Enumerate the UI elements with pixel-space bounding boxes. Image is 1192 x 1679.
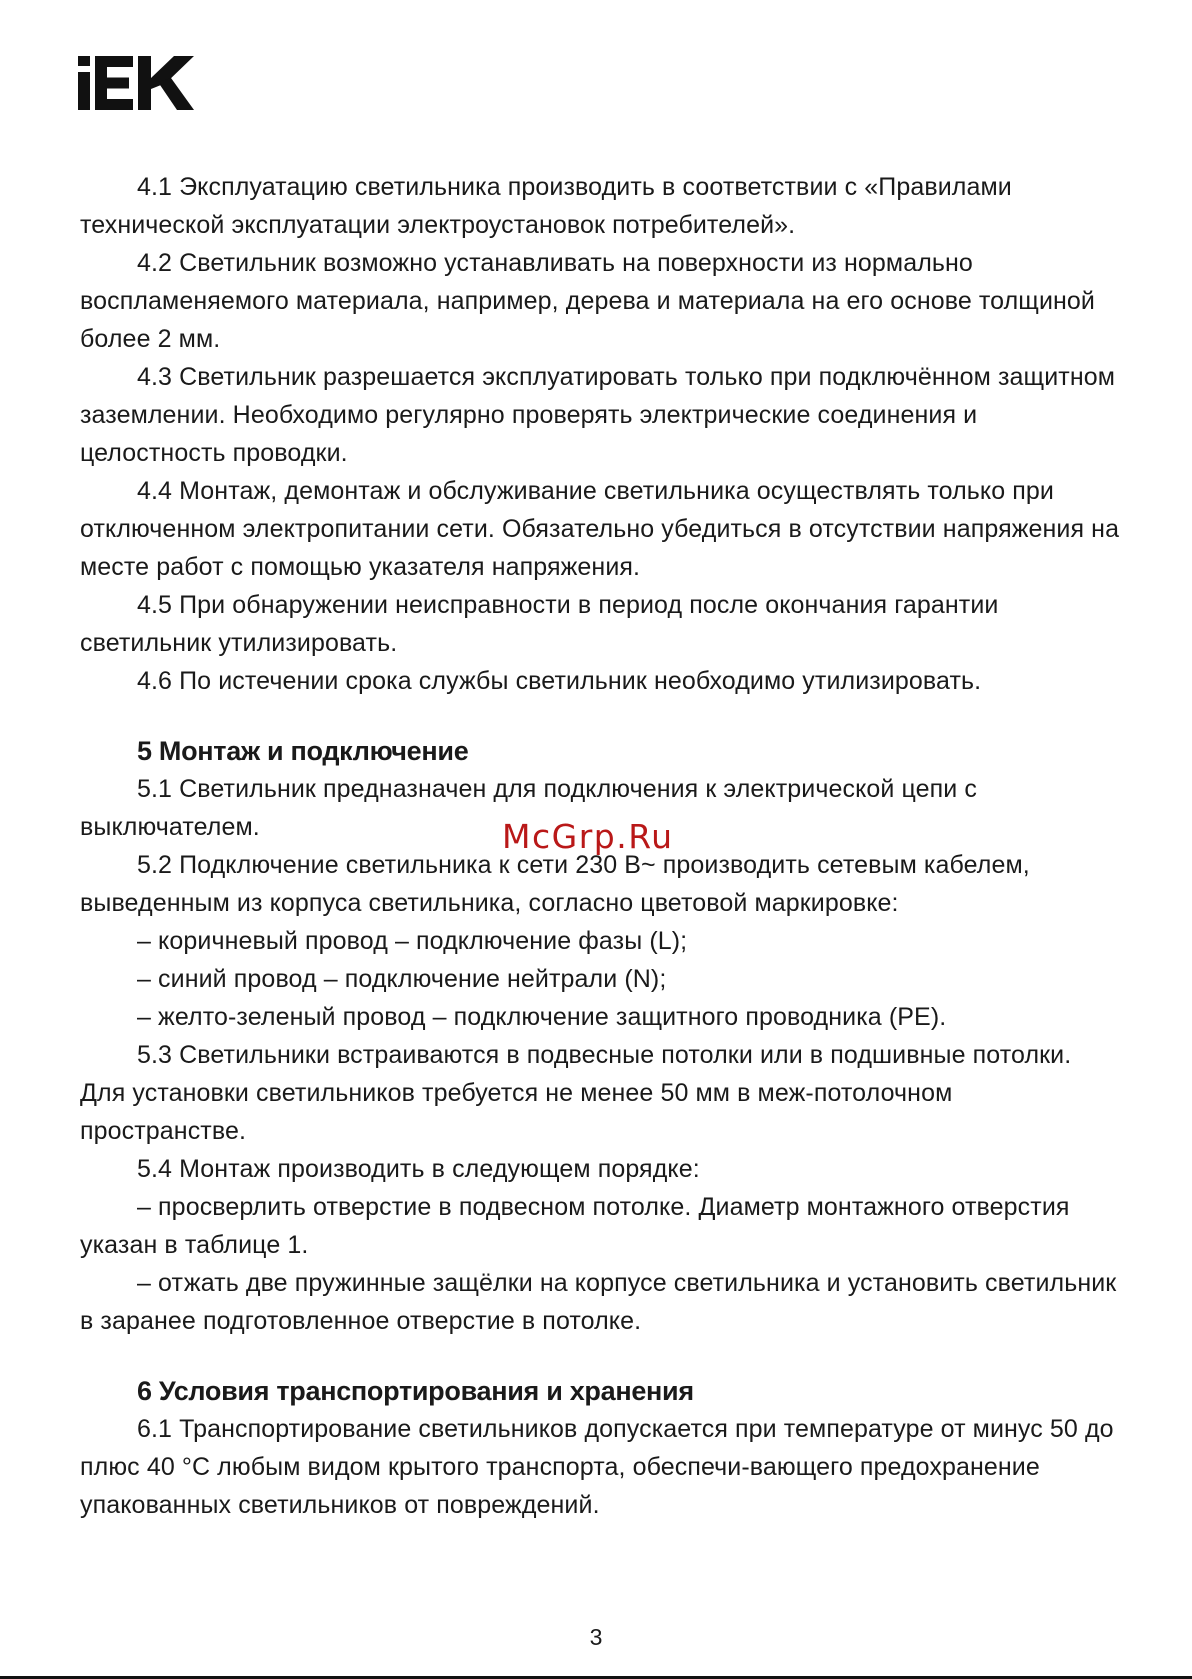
paragraph: 4.3 Светильник разрешается эксплуатировать только при подключённом защитном заземлении. Необходимо регулярно проверять электрические соединения и целостность проводки.	[80, 363, 1116, 467]
paragraph: 5.3 Светильники встраиваются в подвесные потолки или в подшивные потолки. Для установки светильников требуется не менее 50 мм в меж-потолочном пространстве.	[80, 1041, 1072, 1145]
paragraph: 4.4 Монтаж, демонтаж и обслуживание светильника осуществлять только при отключенном электропитании сети. Обязательно убедиться в отсутствии напряжения на месте работ с помощью указателя напряжения.	[80, 477, 1120, 581]
iek-logo	[78, 56, 194, 110]
list-item: – синий провод – подключение нейтрали (N);	[137, 965, 667, 993]
paragraph: 4.5 При обнаружении неисправности в период после окончания гарантии светильник утилизировать.	[80, 591, 999, 657]
section-heading: 6 Условия транспортирования и хранения	[137, 1376, 694, 1406]
paragraph: 4.6 По истечении срока службы светильник необходимо утилизировать.	[137, 667, 982, 695]
paragraph: 4.2 Светильник возможно устанавливать на поверхности из нормально воспламеняемого материала, например, дерева и материала на его основе толщиной более 2 мм.	[80, 249, 1096, 353]
list-item: – желто-зеленый провод – подключение защитного проводника (PE).	[137, 1003, 947, 1031]
list-item: – коричневый провод – подключение фазы (L);	[137, 927, 688, 955]
page-number: 3	[589, 1624, 603, 1650]
watermark-text: McGrp.Ru	[502, 817, 674, 856]
paragraph: 4.1 Эксплуатацию светильника производить в соответствии с «Правилами технической эксплуатации электроустановок потребителей».	[80, 173, 1012, 239]
paragraph: 5.4 Монтаж производить в следующем порядке:	[137, 1155, 700, 1183]
section-heading: 5 Монтаж и подключение	[137, 736, 469, 766]
paragraph: – просверлить отверстие в подвесном потолке. Диаметр монтажного отверстия указан в таблице 1.	[80, 1193, 1070, 1259]
paragraph: 6.1 Транспортирование светильников допускается при температуре от минус 50 до плюс 40 °С любым видом крытого транспорта, обеспечи-вающего предохранение упакованных светильников от повреждений.	[80, 1415, 1114, 1519]
paragraph: 5.1 Светильник предназначен для подключения к электрической цепи с выключателем.	[80, 775, 978, 841]
paragraph: – отжать две пружинные защёлки на корпусе светильника и установить светильник в заранее подготовленное отверстие в потолке.	[80, 1269, 1117, 1335]
paragraph: 5.2 Подключение светильника к сети 230 В~ производить сетевым кабелем, выведенным из корпуса светильника, согласно цветовой маркировке:	[80, 851, 1030, 917]
